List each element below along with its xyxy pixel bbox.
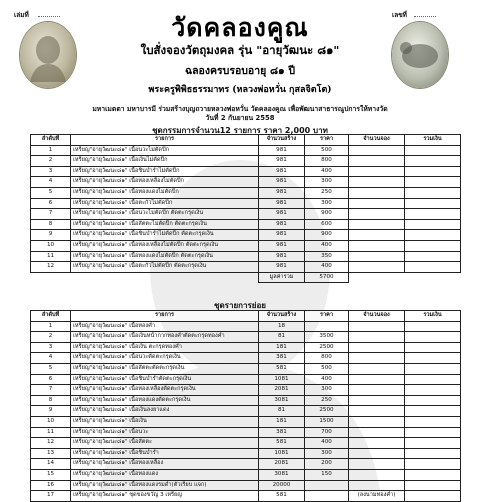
price: 300 <box>305 448 349 459</box>
item-name: เหรียญ"อายุวัฒนะ๘๑" เนื้อเงินลงยาแดง <box>71 406 259 417</box>
row-number: 1 <box>31 145 71 156</box>
monk-name: พระครูพิพิธธรรมาทร (หลวงพ่อหวั่น กุสลจิตโต) <box>148 85 332 95</box>
production-count: 1081 <box>259 448 305 459</box>
subtotal-cell[interactable] <box>405 145 461 156</box>
production-count: 381 <box>259 427 305 438</box>
row-number: 4 <box>31 177 71 188</box>
date-text: วันที่ 2 กันยายน 2558 <box>205 114 275 122</box>
column-header: รายการ <box>71 311 259 322</box>
subtotal-cell[interactable] <box>405 187 461 198</box>
subtotal-cell[interactable] <box>405 469 461 480</box>
subtotal-cell[interactable] <box>405 230 461 241</box>
reserve-quantity-cell[interactable] <box>349 469 405 480</box>
column-header: ราคา <box>305 135 349 146</box>
reserve-quantity-cell[interactable] <box>349 251 405 262</box>
subtotal-cell[interactable] <box>405 177 461 188</box>
reserve-quantity-cell[interactable] <box>349 240 405 251</box>
production-count: 981 <box>259 145 305 156</box>
price <box>305 491 349 502</box>
reserve-quantity-cell[interactable] <box>349 230 405 241</box>
table-row <box>31 406 461 417</box>
subtotal-cell[interactable] <box>405 406 461 417</box>
production-count: 1081 <box>259 374 305 385</box>
table-row <box>31 480 461 491</box>
row-number: 7 <box>31 385 71 396</box>
table-row <box>31 469 461 480</box>
table-row <box>31 251 461 262</box>
production-count: 3081 <box>259 469 305 480</box>
table-row <box>31 145 461 156</box>
item-name: เหรียญ"อายุวัฒนะ๘๑" เนื้อชินบำรำตัดตะกรุดเงิน <box>71 374 259 385</box>
table-row <box>31 427 461 438</box>
row-number: 9 <box>31 406 71 417</box>
production-count: 981 <box>259 262 305 273</box>
row-number: 3 <box>31 342 71 353</box>
row-number: 2 <box>31 332 71 343</box>
row-number: 12 <box>31 262 71 273</box>
row-number: 16 <box>31 480 71 491</box>
empty-cell <box>405 272 461 283</box>
subtotal-cell[interactable] <box>405 385 461 396</box>
production-count: 981 <box>259 187 305 198</box>
item-name: เหรียญ"อายุวัฒนะ๘๑" เนื้อสัตตะตัดตะกรุดเงิน <box>71 363 259 374</box>
subtotal-cell[interactable] <box>405 251 461 262</box>
table-row <box>31 448 461 459</box>
column-header: จำนวนจอง <box>349 135 405 146</box>
price: 900 <box>305 209 349 220</box>
table-row <box>31 353 461 364</box>
table-row <box>31 156 461 167</box>
form-title: ใบสั่งจองวัตถุมงคล รุ่น "อายุวัฒนะ ๘๑" <box>140 43 340 57</box>
row-number: 15 <box>31 469 71 480</box>
subtotal-cell[interactable] <box>405 363 461 374</box>
subtotal-cell[interactable] <box>405 438 461 449</box>
table-row <box>31 342 461 353</box>
table-row <box>31 219 461 230</box>
book-number-label: เล่มที่ <box>14 11 29 19</box>
empty-cell <box>31 272 71 283</box>
subtotal-cell[interactable] <box>405 448 461 459</box>
price: 300 <box>305 198 349 209</box>
table-row <box>31 438 461 449</box>
price: 250 <box>305 395 349 406</box>
row-number: 11 <box>31 251 71 262</box>
item-name: เหรียญ"อายุวัฒนะ๘๑" เนื้อนวะตัดตะกรุดเงิน <box>71 353 259 364</box>
price: 250 <box>305 187 349 198</box>
production-count: 81 <box>259 406 305 417</box>
subtotal-cell[interactable] <box>405 427 461 438</box>
item-name: เหรียญ"อายุวัฒนะ๘๑" เนื้อเงินไม่ตัดปีก <box>71 156 259 167</box>
production-count: 981 <box>259 209 305 220</box>
reserve-quantity-cell[interactable] <box>349 156 405 167</box>
reserve-quantity-cell[interactable]: (ลงนามทองคำ) <box>349 491 405 502</box>
production-count: 581 <box>259 363 305 374</box>
reserve-quantity-cell[interactable] <box>349 385 405 396</box>
production-count: 3081 <box>259 395 305 406</box>
item-name: เหรียญ"อายุวัฒนะ๘๑" เนื้อชินบำรำไม่ตัดปีก <box>71 166 259 177</box>
row-number: 11 <box>31 427 71 438</box>
subtotal-cell[interactable] <box>405 353 461 364</box>
row-number: 6 <box>31 374 71 385</box>
row-number: 8 <box>31 395 71 406</box>
item-name: เหรียญ"อายุวัฒนะ๘๑" เนื้อทองแดงตัดตะกรุดเงิน <box>71 395 259 406</box>
row-number: 2 <box>31 156 71 167</box>
production-count: 2081 <box>259 459 305 470</box>
subtotal-cell[interactable] <box>405 156 461 167</box>
row-number: 7 <box>31 209 71 220</box>
production-count: 981 <box>259 219 305 230</box>
item-name: เหรียญ"อายุวัฒนะ๘๑" เนื้อตะกั่วไม่ตัดปีก <box>71 198 259 209</box>
item-name: เหรียญ"อายุวัฒนะ๘๑" เนื้อเงินหน้ากากทองคำตัดตะกรุดทองคำ <box>71 332 259 343</box>
subtotal-cell[interactable] <box>405 240 461 251</box>
reserve-quantity-cell[interactable] <box>349 177 405 188</box>
column-header: จำนวนสร้าง <box>259 135 305 146</box>
table-row <box>31 209 461 220</box>
production-count: 181 <box>259 416 305 427</box>
row-number: 13 <box>31 448 71 459</box>
price: 300 <box>305 385 349 396</box>
table-row <box>31 363 461 374</box>
subtotal-cell[interactable] <box>405 166 461 177</box>
item-name: เหรียญ"อายุวัฒนะ๘๑" เนื้อชินบำรำไม่ตัดปีก ตัดตะกรุดเงิน <box>71 230 259 241</box>
sub-items-table <box>30 310 461 502</box>
total-label: มูลค่ารวม <box>259 272 305 283</box>
column-header: รวมเงิน <box>405 135 461 146</box>
item-name: เหรียญ"อายุวัฒนะ๘๑" เนื้อสัตตะ <box>71 438 259 449</box>
celebration-subtitle: ฉลองครบรอบอายุ ๘๑ ปี <box>184 65 296 77</box>
table-row <box>31 177 461 188</box>
reserve-quantity-cell[interactable] <box>349 374 405 385</box>
price: 400 <box>305 438 349 449</box>
row-number: 17 <box>31 491 71 502</box>
subtotal-cell[interactable] <box>405 395 461 406</box>
item-name: เหรียญ"อายุวัฒนะ๘๑" เนื้อชินบำรำ <box>71 448 259 459</box>
reserve-quantity-cell[interactable] <box>349 332 405 343</box>
table-row <box>31 395 461 406</box>
subtotal-cell[interactable] <box>405 491 461 502</box>
production-count: 981 <box>259 177 305 188</box>
column-header: รายการ <box>71 135 259 146</box>
serial-number-label: เลขที่ <box>392 11 407 19</box>
committee-set-table <box>30 134 461 283</box>
production-count: 20000 <box>259 480 305 491</box>
subtotal-cell[interactable] <box>405 198 461 209</box>
subtotal-cell[interactable] <box>405 219 461 230</box>
item-name: เหรียญ"อายุวัฒนะ๘๑" เนื้อนวะ <box>71 427 259 438</box>
row-number: 8 <box>31 219 71 230</box>
row-number: 5 <box>31 363 71 374</box>
row-number: 1 <box>31 321 71 332</box>
reserve-quantity-cell[interactable] <box>349 459 405 470</box>
price: 350 <box>305 251 349 262</box>
price <box>305 321 349 332</box>
total-row <box>31 272 461 283</box>
table-row <box>31 332 461 343</box>
reserve-quantity-cell[interactable] <box>349 321 405 332</box>
price: 2500 <box>305 342 349 353</box>
item-name: เหรียญ"อายุวัฒนะ๘๑" เนื้อทองเหลืองไม่ตัดปีก ตัดตะกรุดเงิน <box>71 240 259 251</box>
production-count: 981 <box>259 198 305 209</box>
row-number: 10 <box>31 416 71 427</box>
item-name: เหรียญ"อายุวัฒนะ๘๑" เนื้อตะกั่วไม่ตัดปีก ตัดตะกรุดเงิน <box>71 262 259 273</box>
production-count: 581 <box>259 438 305 449</box>
total-value: 5700 <box>305 272 349 283</box>
table-row <box>31 240 461 251</box>
production-count: 81 <box>259 332 305 343</box>
committee-set-heading: ชุดกรรมการจำนวน12 รายการ ราคา 2,000 บาท <box>152 126 328 135</box>
sub-items-heading: ชุดรายการย่อย <box>214 301 266 310</box>
production-count: 381 <box>259 353 305 364</box>
row-number: 4 <box>31 353 71 364</box>
price: 500 <box>305 145 349 156</box>
item-name: เหรียญ"อายุวัฒนะ๘๑" เนื้อทองแดงไม่ตัดปีก <box>71 187 259 198</box>
item-name: เหรียญ"อายุวัฒนะ๘๑" เนื้อนวะไม่ตัดปีก <box>71 145 259 156</box>
table-row <box>31 416 461 427</box>
price: 500 <box>305 363 349 374</box>
row-number: 9 <box>31 230 71 241</box>
production-count: 18 <box>259 321 305 332</box>
temple-name: วัดคลองคูณ <box>171 13 309 42</box>
reserve-quantity-cell[interactable] <box>349 480 405 491</box>
item-name: เหรียญ"อายุวัฒนะ๘๑" เนื้อทองเหลืองตัดตะกรุดเงิน <box>71 385 259 396</box>
purpose-text: มหาเมตตา มหาบารมี ร่วมสร้างบุญถวายหลวงพ่อหวั่น วัดคลองคูณ เพื่อพัฒนาสาธารณูปการให้ทางวัด <box>92 105 388 113</box>
price: 800 <box>305 353 349 364</box>
price: 600 <box>305 219 349 230</box>
production-count: 981 <box>259 156 305 167</box>
price: 400 <box>305 262 349 273</box>
table-row <box>31 262 461 273</box>
table-row <box>31 459 461 470</box>
row-number: 5 <box>31 187 71 198</box>
production-count: 181 <box>259 342 305 353</box>
reserve-quantity-cell[interactable] <box>349 406 405 417</box>
item-name: เหรียญ"อายุวัฒนะ๘๑" เนื้อทองเหลืองไม่ตัดปีก <box>71 177 259 188</box>
price: 2500 <box>305 406 349 417</box>
reserve-quantity-cell[interactable] <box>349 342 405 353</box>
reserve-quantity-cell[interactable] <box>349 363 405 374</box>
column-header: จำนวนสร้าง <box>259 311 305 322</box>
column-header: รวมเงิน <box>405 311 461 322</box>
item-name: เหรียญ"อายุวัฒนะ๘๑" เนื้อทองเหลือง <box>71 459 259 470</box>
subtotal-cell[interactable] <box>405 416 461 427</box>
subtotal-cell[interactable] <box>405 209 461 220</box>
table-row <box>31 230 461 241</box>
reserve-quantity-cell[interactable] <box>349 145 405 156</box>
production-count: 981 <box>259 240 305 251</box>
production-count: 581 <box>259 491 305 502</box>
subtotal-cell[interactable] <box>405 262 461 273</box>
reserve-quantity-cell[interactable] <box>349 353 405 364</box>
production-count: 981 <box>259 230 305 241</box>
reserve-quantity-cell[interactable] <box>349 395 405 406</box>
reserve-quantity-cell[interactable] <box>349 262 405 273</box>
row-number: 14 <box>31 459 71 470</box>
reserve-quantity-cell[interactable] <box>349 198 405 209</box>
row-number: 12 <box>31 438 71 449</box>
item-name: เหรียญ"อายุวัฒนะ๘๑" เนื้อทองแดงไม่ตัดปีก ตัดตะกรุดเงิน <box>71 251 259 262</box>
price: 400 <box>305 166 349 177</box>
column-header: จำนวนจอง <box>349 311 405 322</box>
item-name: เหรียญ"อายุวัฒนะ๘๑" เนื้อสัตตะไม่ตัดปีก ตัดตะกรุดเงิน <box>71 219 259 230</box>
reserve-quantity-cell[interactable] <box>349 209 405 220</box>
reserve-quantity-cell[interactable] <box>349 416 405 427</box>
subtotal-cell[interactable] <box>405 459 461 470</box>
price: 1500 <box>305 416 349 427</box>
table-row <box>31 166 461 177</box>
item-name: เหรียญ"อายุวัฒนะ๘๑" เนื้อเงิน ตะกรุดทองคำ <box>71 342 259 353</box>
table-row <box>31 374 461 385</box>
row-number: 3 <box>31 166 71 177</box>
reserve-quantity-cell[interactable] <box>349 448 405 459</box>
price: 200 <box>305 459 349 470</box>
reserve-quantity-cell[interactable] <box>349 219 405 230</box>
price <box>305 480 349 491</box>
item-name: เหรียญ"อายุวัฒนะ๘๑" ชุดของขวัญ 3 เหรียญ <box>71 491 259 502</box>
subtotal-cell[interactable] <box>405 374 461 385</box>
price: 800 <box>305 156 349 167</box>
table-row <box>31 321 461 332</box>
production-count: 981 <box>259 166 305 177</box>
production-count: 981 <box>259 251 305 262</box>
item-name: เหรียญ"อายุวัฒนะ๘๑" เนื้อทองแดงรมดำ(ตัวเรียบ แจก) <box>71 480 259 491</box>
price: 150 <box>305 469 349 480</box>
empty-cell <box>349 272 405 283</box>
empty-cell <box>71 272 259 283</box>
price: 900 <box>305 230 349 241</box>
row-number: 6 <box>31 198 71 209</box>
subtotal-cell[interactable] <box>405 332 461 343</box>
table-row <box>31 187 461 198</box>
reserve-quantity-cell[interactable] <box>349 166 405 177</box>
reserve-quantity-cell[interactable] <box>349 438 405 449</box>
row-number: 10 <box>31 240 71 251</box>
column-header: ลำดับที่ <box>31 135 71 146</box>
item-name: เหรียญ"อายุวัฒนะ๘๑" เนื้อนวะไม่ตัดปีก ตัดตะกรุดเงิน <box>71 209 259 220</box>
table-row <box>31 198 461 209</box>
production-count: 2081 <box>259 385 305 396</box>
subtotal-cell[interactable] <box>405 342 461 353</box>
table-row <box>31 491 461 502</box>
subtotal-cell[interactable] <box>405 480 461 491</box>
column-header: ราคา <box>305 311 349 322</box>
table-row <box>31 385 461 396</box>
price: 300 <box>305 177 349 188</box>
item-name: เหรียญ"อายุวัฒนะ๘๑" เนื้อทองคำ <box>71 321 259 332</box>
price: 700 <box>305 427 349 438</box>
column-header: ลำดับที่ <box>31 311 71 322</box>
price: 400 <box>305 240 349 251</box>
item-name: เหรียญ"อายุวัฒนะ๘๑" เนื้อเงิน <box>71 416 259 427</box>
reserve-quantity-cell[interactable] <box>349 187 405 198</box>
item-name: เหรียญ"อายุวัฒนะ๘๑" เนื้อทองแดง <box>71 469 259 480</box>
price: 400 <box>305 374 349 385</box>
subtotal-cell[interactable] <box>405 321 461 332</box>
reserve-quantity-cell[interactable] <box>349 427 405 438</box>
price: 3500 <box>305 332 349 343</box>
